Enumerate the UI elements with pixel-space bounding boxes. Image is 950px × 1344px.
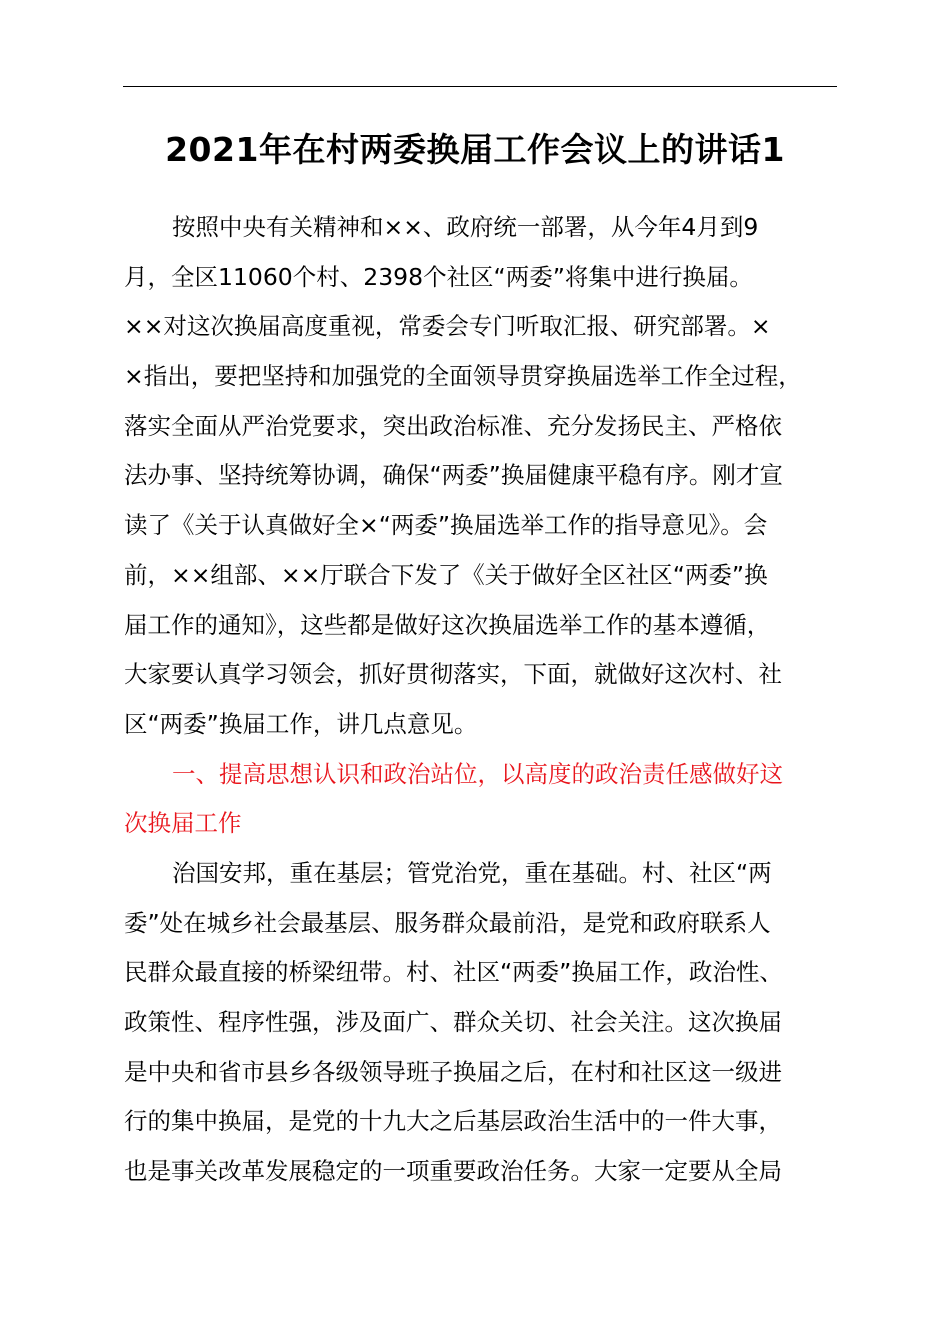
paragraph-line: 民群众最直接的桥梁纽带。村、社区“两委”换届工作，政治性、 [124,958,783,987]
paragraph-line: 落实全面从严治党要求，突出政治标准、充分发扬民主、严格依 [124,411,782,440]
paragraph-2 [124,849,874,1197]
paragraph-line: 按照中央有关精神和××、政府统一部署，从今年4月到9 [172,213,759,241]
section-heading-1 [124,750,874,849]
paragraph-line: 治国安邦，重在基层；管党治党，重在基础。村、社区“两 [172,858,772,887]
paragraph-line: 政策性、程序性强，涉及面广、群众关切、社会关注。这次换届 [124,1008,782,1036]
header-rule [123,86,837,87]
heading-line: 一、提高思想认识和政治站位，以高度的政治责任感做好这 [172,759,783,788]
paragraph-line: ××对这次换届高度重视，常委会专门听取汇报、研究部署。× [124,312,771,341]
paragraph-line: 届工作的通知》，这些都是做好这次换届选举工作的基本遵循， [124,610,771,639]
paragraph-1 [124,203,874,750]
paragraph-line: 也是事关改革发展稳定的一项重要政治任务。大家一定要从全局 [124,1157,782,1186]
paragraph-line: 大家要认真学习领会，抓好贯彻落实，下面，就做好这次村、社 [124,660,782,689]
document-title: 2021年在村两委换届工作会议上的讲话1 [165,130,785,169]
paragraph-line: ×指出，要把坚持和加强党的全面领导贯穿换届选举工作全过程， [124,362,802,391]
paragraph-line: 区“两委”换届工作，讲几点意见。 [124,709,478,738]
paragraph-line: 是中央和省市县乡各级领导班子换届之后，在村和社区这一级进 [124,1057,782,1086]
document-body [124,203,874,1197]
paragraph-line: 前，××组部、××厅联合下发了《关于做好全区社区“两委”换 [124,560,768,589]
paragraph-line: 法办事、坚持统筹协调，确保“两委”换届健康平稳有序。刚才宣 [124,461,783,490]
paragraph-line: 月，全区11060个村、2398个社区“两委”将集中进行换届。 [124,262,753,291]
paragraph-line: 行的集中换届，是党的十九大之后基层政治生活中的一件大事， [124,1107,782,1136]
heading-line: 次换届工作 [124,809,242,838]
paragraph-line: 读了《关于认真做好全×“两委”换届选举工作的指导意见》。会 [124,511,768,540]
paragraph-line: 委”处在城乡社会最基层、服务群众最前沿，是党和政府联系人 [124,908,771,937]
